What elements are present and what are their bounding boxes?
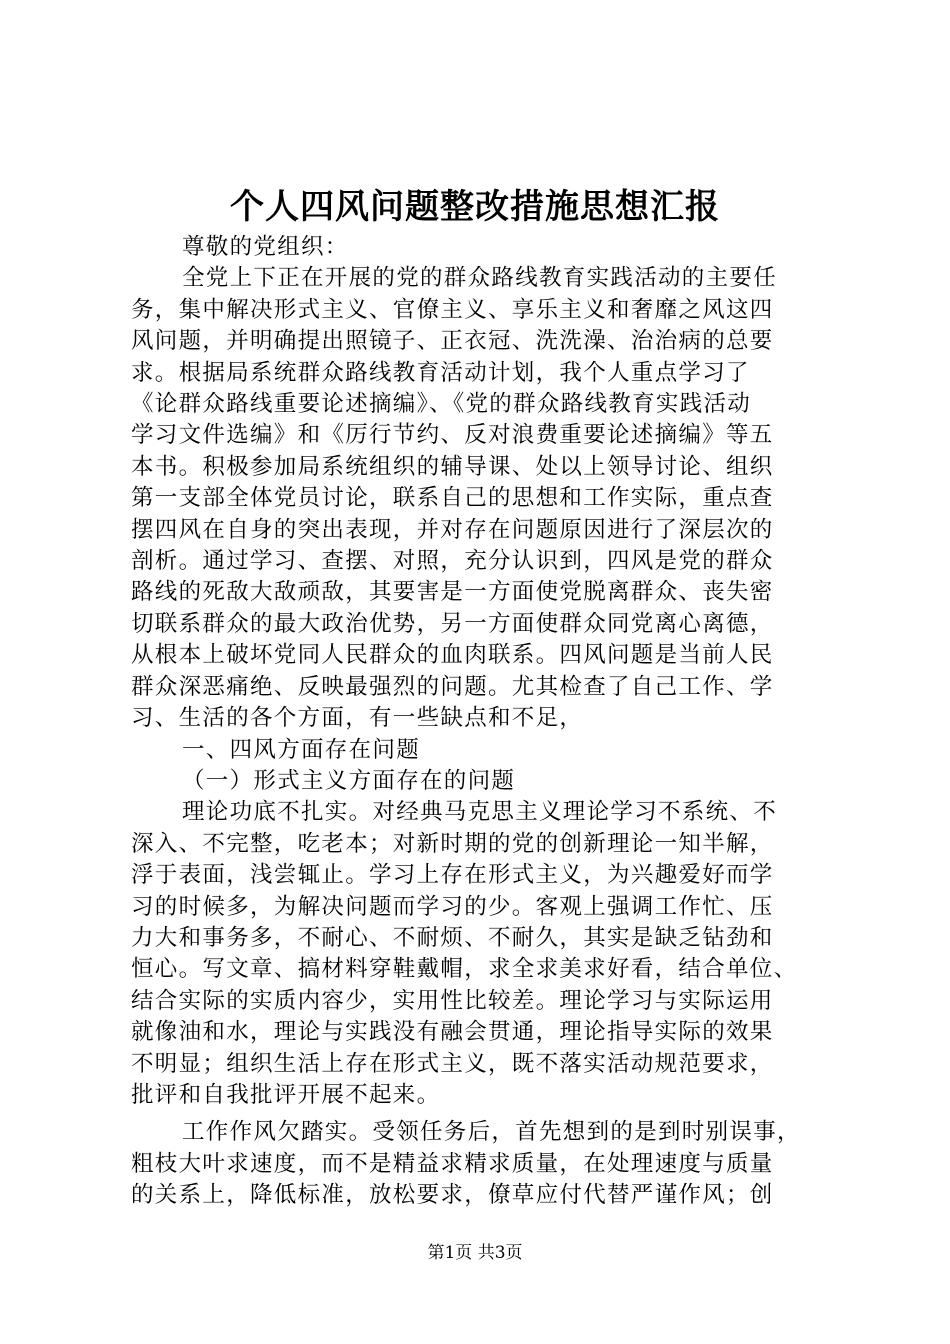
- document-title: 个人四风问题整改措施思想汇报: [230, 187, 720, 227]
- paragraph-line: 切联系群众的最大政治优势，另一方面使群众同党离心离德，: [131, 610, 774, 637]
- paragraph-line: 力大和事务多，不耐心、不耐烦、不耐久，其实是缺乏钻劲和: [131, 924, 774, 951]
- paragraph-line: 本书。积极参加局系统组织的辅导课、处以上领导讨论、组织: [131, 453, 774, 480]
- paragraph-line: 第一支部全体党员讨论，联系自己的思想和工作实际，重点查: [131, 485, 774, 512]
- paragraph-line: 习、生活的各个方面，有一些缺点和不足，: [131, 705, 584, 732]
- paragraph-line: 求。根据局系统群众路线教育活动计划，我个人重点学习了: [131, 359, 750, 386]
- paragraph-line: 粗枝大叶求速度，而不是精益求精求质量，在处理速度与质量: [131, 1150, 774, 1177]
- paragraph-line: 浮于表面，浅尝辄止。学习上存在形式主义，为兴趣爱好而学: [131, 862, 774, 889]
- salutation-line: 尊敬的党组织：: [182, 234, 349, 260]
- paragraph-line: 全党上下正在开展的党的群众路线教育实践活动的主要任: [182, 265, 778, 292]
- paragraph-line: 学习文件选编》和《厉行节约、反对浪费重要论述摘编》等五: [131, 422, 774, 449]
- subsection-heading: （一）形式主义方面存在的问题: [182, 767, 516, 794]
- paragraph-line: 不明显；组织生活上存在形式主义，既不落实活动规范要求，: [131, 1050, 774, 1077]
- paragraph-line: 群众深恶痛绝、反映最强烈的问题。尤其检查了自己工作、学: [131, 673, 774, 700]
- section-heading: 一、四风方面存在问题: [182, 736, 421, 763]
- paragraph-line: 就像油和水，理论与实践没有融会贯通，理论指导实际的效果: [131, 1019, 774, 1046]
- paragraph-line: 工作作风欠踏实。受领任务后，首先想到的是到时别误事，: [182, 1119, 801, 1146]
- paragraph-line: 务，集中解决形式主义、官僚主义、享乐主义和奢靡之风这四: [131, 296, 774, 323]
- paragraph-line: 习的时候多，为解决问题而学习的少。客观上强调工作忙、压: [131, 893, 774, 920]
- paragraph-line: 批评和自我批评开展不起来。: [131, 1081, 441, 1108]
- paragraph-line: 摆四风在自身的突出表现，并对存在问题原因进行了深层次的: [131, 516, 774, 543]
- document-body: [131, 232, 831, 1212]
- paragraph-line: 风问题，并明确提出照镜子、正衣冠、洗洗澡、治治病的总要: [131, 328, 774, 355]
- paragraph-line: 结合实际的实质内容少，实用性比较差。理论学习与实际运用: [131, 987, 774, 1014]
- paragraph-line: 理论功底不扎实。对经典马克思主义理论学习不系统、不: [182, 799, 778, 826]
- paragraph-line: 深入、不完整，吃老本；对新时期的党的创新理论一知半解，: [131, 830, 774, 857]
- page-number-footer: 第1页 共3页: [427, 1243, 523, 1263]
- paragraph-line: 路线的死敌大敌顽敌，其要害是一方面使党脱离群众、丧失密: [131, 579, 774, 606]
- paragraph-line: 恒心。写文章、搞材料穿鞋戴帽，求全求美求好看，结合单位、: [131, 956, 798, 983]
- paragraph-line: 从根本上破坏党同人民群众的血肉联系。四风问题是当前人民: [131, 642, 774, 669]
- paragraph-line: 剖析。通过学习、查摆、对照，充分认识到，四风是党的群众: [131, 548, 774, 575]
- paragraph-line: 《论群众路线重要论述摘编》、《党的群众路线教育实践活动: [131, 391, 752, 418]
- paragraph-line: 的关系上，降低标准，放松要求，僚草应付代替严谨作风；创: [131, 1182, 774, 1209]
